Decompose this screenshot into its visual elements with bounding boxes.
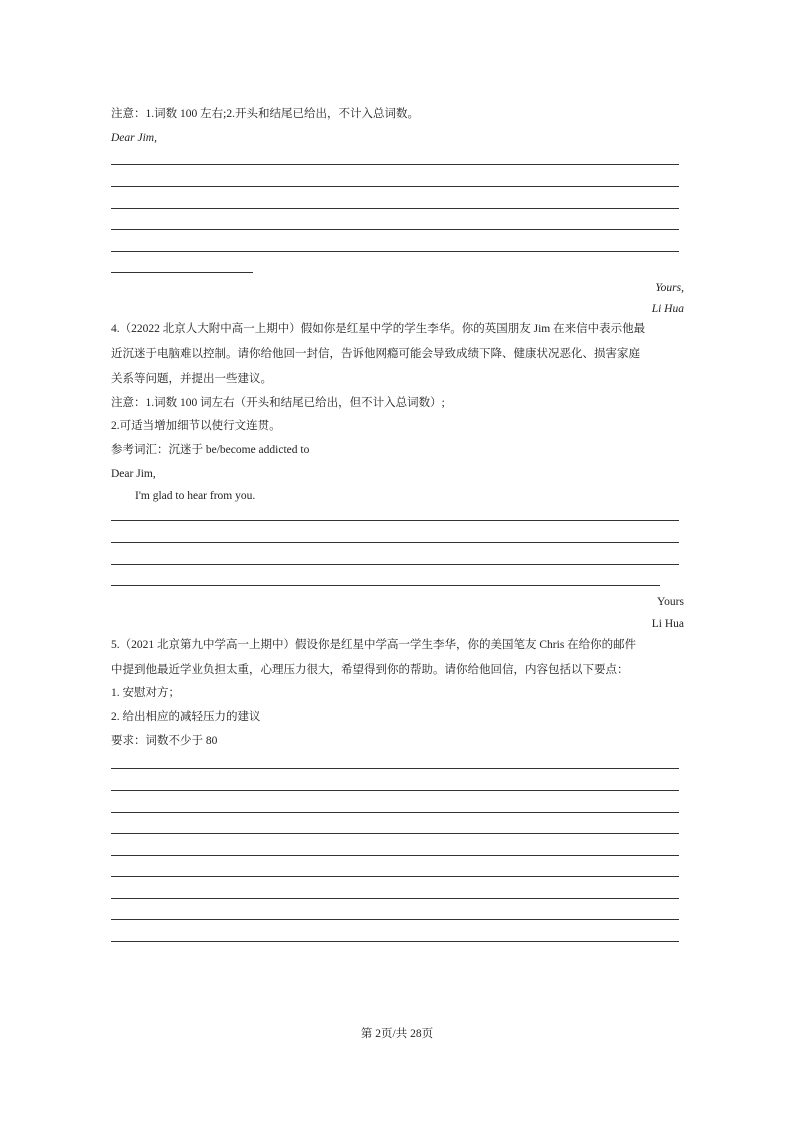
q5-requirement: 要求：词数不少于 80: [111, 735, 218, 747]
answer-line: [111, 164, 679, 165]
q4-opening: I'm glad to hear from you.: [135, 490, 256, 502]
answer-line: [111, 919, 679, 920]
answer-line: [111, 790, 679, 791]
answer-line: [111, 186, 679, 187]
answer-line: [111, 251, 679, 252]
answer-line-short: [111, 272, 253, 273]
q5-prompt-line: 5.（2021 北京第九中学高一上期中）假设你是红星中学高一学生李华，你的美国笔友 Chris 在给你的邮件: [111, 639, 637, 651]
answer-line: [111, 208, 679, 209]
answer-line: [111, 833, 679, 834]
q4-note: 2.可适当增加细节以使行文连贯。: [111, 420, 281, 432]
answer-line: [111, 941, 679, 942]
q5-point: 1. 安慰对方；: [111, 687, 180, 699]
q4-note: 注意：1.词数 100 词左右（开头和结尾已给出，但不计入总词数）;: [111, 397, 445, 409]
q4-vocab: 参考词汇：沉迷于 be/become addicted to: [111, 444, 310, 456]
answer-line: [111, 898, 679, 899]
q3-note: 注意：1.词数 100 左右;2.开头和结尾已给出，不计入总词数。: [111, 108, 419, 120]
answer-line: [111, 229, 679, 230]
answer-line: [111, 812, 679, 813]
answer-line: [111, 585, 660, 586]
q5-prompt-line: 中提到他最近学业负担太重，心理压力很大，希望得到你的帮助。请你给他回信，内容包括以下要点：: [111, 664, 629, 676]
answer-line: [111, 564, 679, 565]
answer-line: [111, 520, 679, 521]
q4-closing: Yours: [657, 596, 684, 608]
q5-point: 2. 给出相应的减轻压力的建议: [111, 711, 261, 723]
q4-prompt-line: 关系等问题，并提出一些建议。: [111, 373, 272, 385]
answer-line: [111, 876, 679, 877]
q4-prompt-line: 4.（22022 北京人大附中高一上期中）假如你是红星中学的学生李华。你的英国朋友 Jim 在来信中表示他最: [111, 323, 646, 335]
answer-line: [111, 855, 679, 856]
q3-closing: Yours,: [655, 282, 684, 294]
answer-line: [111, 542, 679, 543]
q3-greeting: Dear Jim,: [111, 132, 157, 144]
q4-prompt-line: 近沉迷于电脑难以控制。请你给他回一封信，告诉他网瘾可能会导致成绩下降、健康状况恶化、损害家庭: [111, 348, 640, 360]
q4-signature: Li Hua: [651, 618, 684, 630]
q4-greeting: Dear Jim,: [111, 468, 156, 480]
page-number: 第 2页/共 28页: [360, 1028, 434, 1040]
answer-line: [111, 768, 679, 769]
q3-signature: Li Hua: [651, 303, 684, 315]
